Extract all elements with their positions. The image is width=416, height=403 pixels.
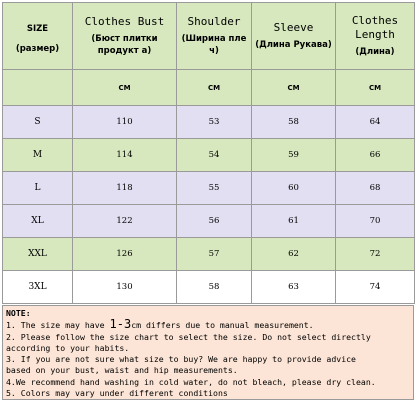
bust-cell: 118 — [73, 172, 177, 205]
note-item-4: 4.We recommend hand washing in cold water, do not bleach, please dry clean. — [6, 376, 376, 387]
notes-title: NOTE: — [6, 308, 31, 318]
note-item-3-cont: based on your bust, waist and hip measurements. — [6, 365, 238, 376]
table-row — [3, 106, 415, 139]
unit-row — [3, 70, 415, 106]
header-bust — [73, 3, 177, 70]
length-cell: 66 — [336, 139, 415, 172]
sleeve-cell: 58 — [252, 106, 336, 139]
unit-cell: CM — [73, 70, 177, 106]
header-shoulder — [177, 3, 252, 70]
size-cell: 3XL — [3, 271, 73, 304]
unit-cell: CM — [252, 70, 336, 106]
header-sleeve — [252, 3, 336, 70]
note-item-2-cont: according to your habits. — [6, 342, 130, 353]
sleeve-cell: 60 — [252, 172, 336, 205]
header-shoulder-label: Shoulder — [187, 15, 241, 28]
shoulder-cell: 54 — [177, 139, 252, 172]
length-cell: 72 — [336, 238, 415, 271]
header-size-label: SIZE — [26, 24, 49, 34]
header-length-label: Clothes Length — [351, 14, 399, 41]
length-cell: 74 — [336, 271, 415, 304]
sleeve-cell: 59 — [252, 139, 336, 172]
header-length-sub: (Длина) — [355, 47, 395, 57]
bust-cell: 130 — [73, 271, 177, 304]
unit-cell: CM — [177, 70, 252, 106]
note-item-3: 3. If you are not sure what size to buy? We are happy to provide advice — [6, 354, 356, 365]
size-cell: XL — [3, 205, 73, 238]
note-item-1 — [6, 319, 410, 331]
shoulder-cell: 56 — [177, 205, 252, 238]
header-row — [3, 3, 415, 70]
header-size-sub: (размер) — [15, 44, 60, 54]
size-cell: XXL — [3, 238, 73, 271]
table-row — [3, 172, 415, 205]
shoulder-cell: 58 — [177, 271, 252, 304]
header-shoulder-sub: (Ширина пле ч) — [181, 34, 247, 56]
shoulder-cell: 57 — [177, 238, 252, 271]
note-item-5: 5. Colors may vary under different conditions — [6, 388, 228, 399]
size-cell: L — [3, 172, 73, 205]
sleeve-cell: 63 — [252, 271, 336, 304]
header-sleeve-sub: (Длина Рукава) — [255, 40, 332, 50]
length-cell: 64 — [336, 106, 415, 139]
size-chart-table — [2, 2, 415, 304]
bust-cell: 122 — [73, 205, 177, 238]
table-row — [3, 139, 415, 172]
table-row — [3, 271, 415, 304]
shoulder-cell: 53 — [177, 106, 252, 139]
notes-box — [2, 305, 414, 400]
table-row — [3, 238, 415, 271]
length-cell: 70 — [336, 205, 415, 238]
table-row — [3, 205, 415, 238]
note-1-text-b: cm differs due to manual measurement. — [131, 320, 314, 331]
length-cell: 68 — [336, 172, 415, 205]
unit-cell — [3, 70, 73, 106]
header-bust-sub: (Бюст плитки продукт а) — [91, 34, 158, 56]
header-bust-label: Clothes Bust — [84, 15, 165, 28]
note-1-text-a: 1. The size may have — [6, 320, 110, 331]
size-cell: M — [3, 139, 73, 172]
sleeve-cell: 61 — [252, 205, 336, 238]
header-sleeve-label: Sleeve — [273, 21, 314, 34]
shoulder-cell: 55 — [177, 172, 252, 205]
bust-cell: 114 — [73, 139, 177, 172]
bust-cell: 126 — [73, 238, 177, 271]
sleeve-cell: 62 — [252, 238, 336, 271]
unit-cell: CM — [336, 70, 415, 106]
note-item-2: 2. Please follow the size chart to select the size. Do not select directly — [6, 331, 371, 342]
bust-cell: 110 — [73, 106, 177, 139]
header-size — [3, 3, 73, 70]
note-1-range: 1-3 — [109, 317, 132, 332]
header-length — [336, 3, 415, 70]
size-cell: S — [3, 106, 73, 139]
